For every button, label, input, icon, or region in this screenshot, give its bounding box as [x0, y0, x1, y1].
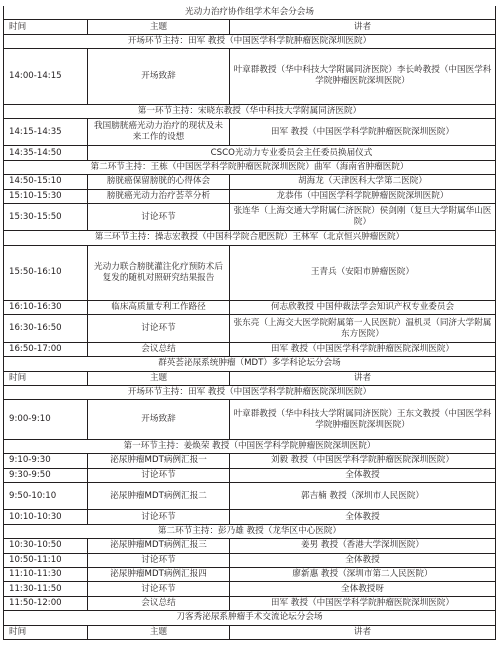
speaker-cell: 张连华（上海交通大学附属仁济医院）侯剑刚（复旦大学附属华山医院）: [230, 203, 496, 230]
topic-cell: 会议总结: [88, 342, 230, 356]
time-cell: 16:30-16:50: [4, 315, 88, 342]
section-title: 刀客秀泌尿系肿瘤手术交流论坛分会场: [4, 611, 496, 625]
agenda-row: [4, 189, 496, 203]
header-time: 时间: [4, 20, 88, 34]
host-text: 第三环节主持：操志宏教授（中国科学院合肥医院）王林军（北京恒兴肿瘤医院）: [4, 231, 496, 245]
time-cell: 15:50-16:10: [4, 245, 88, 300]
time-cell: 16:10-16:30: [4, 301, 88, 315]
speaker-cell: 何志欣教授 中国仲裁法学会知识产权专业委员会: [230, 301, 496, 315]
host-text: 第二环节主持：彭乃雄 教授（龙华区中心医院）: [4, 524, 496, 538]
topic-cell: 光动力联合膀胱灌注化疗预防术后复发的随机对照研究结果报告: [88, 245, 230, 300]
time-cell: 9:00-9:10: [4, 400, 88, 439]
speaker-cell: 全体教授: [230, 510, 496, 524]
speaker-cell: 郭吉楠 教授（深圳市人民医院）: [230, 482, 496, 509]
host-text: 开场环节主持：田军 教授（中国医学科学院肿瘤医院深圳医院）: [4, 386, 496, 400]
time-cell: 16:50-17:00: [4, 342, 88, 356]
time-cell: 9:10-9:30: [4, 454, 88, 468]
host-row: [4, 34, 496, 48]
time-cell: 10:50-11:10: [4, 553, 88, 567]
section-title-row: [4, 6, 496, 20]
host-row: [4, 104, 496, 118]
topic-cell: CSCO光动力专业委员会主任委员换届仪式: [88, 146, 496, 160]
host-row: [4, 439, 496, 453]
topic-cell: 膀胱癌保留膀胱的心得体会: [88, 175, 230, 189]
agenda-row: [4, 454, 496, 468]
agenda-row: [4, 553, 496, 567]
time-cell: 15:30-15:50: [4, 203, 88, 230]
speaker-cell: 全体教授: [230, 553, 496, 567]
agenda-row: [4, 245, 496, 300]
agenda-row: [4, 146, 496, 160]
agenda-row: [4, 342, 496, 356]
topic-cell: 我国膀胱癌光动力治疗的现状及未来工作的设想: [88, 118, 230, 145]
header-topic: 主题: [88, 20, 230, 34]
header-speaker: 讲者: [230, 625, 496, 639]
topic-cell: 讨论环节: [88, 203, 230, 230]
topic-cell: 临床高质量专利工作路径: [88, 301, 230, 315]
time-cell: 9:50-10:10: [4, 482, 88, 509]
agenda-row: [4, 596, 496, 610]
column-header-row: [4, 625, 496, 639]
header-speaker: 讲者: [230, 20, 496, 34]
agenda-row: [4, 400, 496, 439]
agenda-row: [4, 510, 496, 524]
host-row: [4, 160, 496, 174]
speaker-cell: 刘毅 教授（中国医学科学院肿瘤医院深圳医院）: [230, 454, 496, 468]
topic-cell: 讨论环节: [88, 315, 230, 342]
topic-cell: 讨论环节: [88, 582, 230, 596]
topic-cell: 泌尿肿瘤MDT病例汇报二: [88, 482, 230, 509]
speaker-cell: 廖新惠 教授（深圳市第二人民医院）: [230, 567, 496, 581]
speaker-cell: 龙恭伟（中国医学科学院肿瘤医院深圳医院）: [230, 189, 496, 203]
agenda-row: [4, 567, 496, 581]
time-cell: 10:30-10:50: [4, 539, 88, 553]
speaker-cell: 张东亮（上海交大医学院附属第一人民医院）温机灵（同济大学附属东方医院）: [230, 315, 496, 342]
time-cell: 14:00-14:15: [4, 49, 88, 104]
speaker-cell: 田军 教授（中国医学科学院肿瘤医院深圳医院）: [230, 342, 496, 356]
topic-cell: 膀胱癌光动力治疗荟萃分析: [88, 189, 230, 203]
header-time: 时间: [4, 371, 88, 385]
speaker-cell: 田军 教授（中国医学科学院肿瘤医院深圳医院）: [230, 118, 496, 145]
time-cell: 14:35-14:50: [4, 146, 88, 160]
speaker-cell: 全体教授呀: [230, 582, 496, 596]
speaker-cell: 全体教授: [230, 468, 496, 482]
host-text: 第一环节主持：宋晓东教授（华中科技大学附属同济医院）: [4, 104, 496, 118]
topic-cell: 讨论环节: [88, 553, 230, 567]
header-topic: 主题: [88, 625, 230, 639]
agenda-row: [4, 118, 496, 145]
header-time: 时间: [4, 625, 88, 639]
header-speaker: 讲者: [230, 371, 496, 385]
time-cell: 9:30-9:50: [4, 468, 88, 482]
time-cell: 10:10-10:30: [4, 510, 88, 524]
topic-cell: 讨论环节: [88, 510, 230, 524]
speaker-cell: 王青兵（安阳市肿瘤医院）: [230, 245, 496, 300]
time-cell: 14:15-14:35: [4, 118, 88, 145]
speaker-cell: 叶章群教授（华中科技大学附属同济医院）李长岭教授（中国医学科学院肿瘤医院深圳医院）: [230, 49, 496, 104]
host-row: [4, 386, 496, 400]
speaker-cell: 叶章群教授（华中科技大学附属同济医院）王东文教授（中国医学科学院肿瘤医院深圳医院）: [230, 400, 496, 439]
topic-cell: 泌尿肿瘤MDT病例汇报一: [88, 454, 230, 468]
time-cell: 11:30-11:50: [4, 582, 88, 596]
speaker-cell: 胡海龙（天津医科大学第二医院）: [230, 175, 496, 189]
host-text: 第二环节主持：王栋（中国医学科学院肿瘤医院深圳医院）曲军（海南省肿瘤医院）: [4, 160, 496, 174]
agenda-row: [4, 482, 496, 509]
agenda-row: [4, 175, 496, 189]
topic-cell: 开场致辞: [88, 49, 230, 104]
time-cell: 11:50-12:00: [4, 596, 88, 610]
topic-cell: 讨论环节: [88, 468, 230, 482]
host-text: 开场环节主持：田军 教授（中国医学科学院肿瘤医院深圳医院）: [4, 34, 496, 48]
section-title-row: [4, 357, 496, 371]
speaker-cell: 姜男 教授（香港大学深圳医院）: [230, 539, 496, 553]
time-cell: 14:50-15:10: [4, 175, 88, 189]
header-topic: 主题: [88, 371, 230, 385]
agenda-row: [4, 315, 496, 342]
topic-cell: 开场致辞: [88, 400, 230, 439]
agenda-row: [4, 301, 496, 315]
section-title: 群英荟泌尿系统肿瘤（MDT）多学科论坛分会场: [4, 357, 496, 371]
time-cell: 11:10-11:30: [4, 567, 88, 581]
agenda-table: [3, 6, 496, 640]
agenda-row: [4, 468, 496, 482]
agenda-row: [4, 582, 496, 596]
time-cell: 15:10-15:30: [4, 189, 88, 203]
agenda-sheet: [3, 6, 495, 640]
topic-cell: 泌尿肿瘤MDT病例汇报四: [88, 567, 230, 581]
host-row: [4, 231, 496, 245]
host-text: 第一环节主持：姜焕荣 教授（中国医学科学院肿瘤医院深圳医院）: [4, 439, 496, 453]
topic-cell: 泌尿肿瘤MDT病例汇报三: [88, 539, 230, 553]
column-header-row: [4, 20, 496, 34]
agenda-row: [4, 203, 496, 230]
section-title-row: [4, 611, 496, 625]
agenda-row: [4, 539, 496, 553]
topic-cell: 会议总结: [88, 596, 230, 610]
agenda-row: [4, 49, 496, 104]
speaker-cell: 田军 教授（中国医学科学院肿瘤医院深圳医院）: [230, 596, 496, 610]
column-header-row: [4, 371, 496, 385]
section-title: 光动力治疗协作组学术年会分会场: [4, 6, 496, 20]
host-row: [4, 524, 496, 538]
